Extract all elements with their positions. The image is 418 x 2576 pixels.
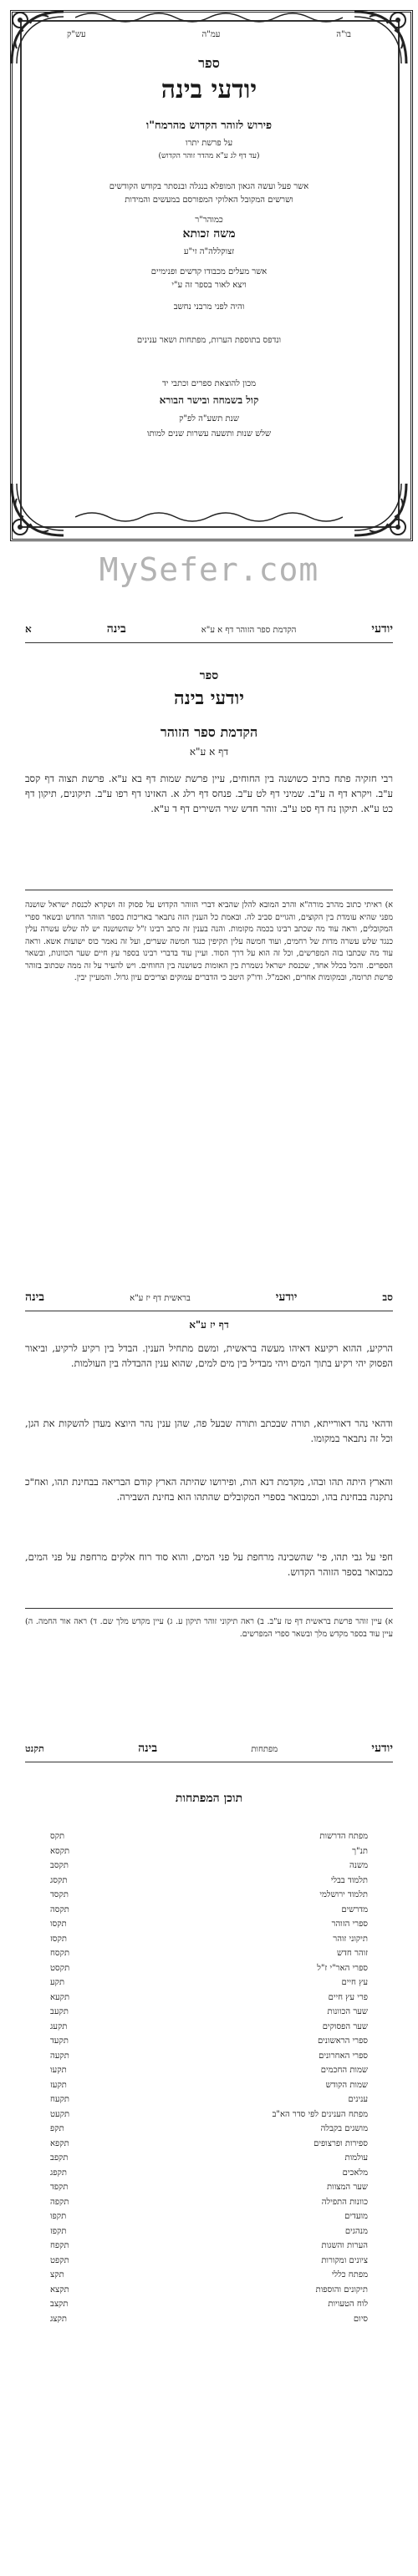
toc-entry[interactable] bbox=[50, 2283, 368, 2298]
toc-entry-page: תקפח bbox=[50, 2241, 69, 2250]
toc-entry-page: תקעח bbox=[50, 2095, 70, 2104]
commentary-page bbox=[0, 1291, 418, 1725]
title-line: שלש שנות ותשעה עשרות שנים למותו bbox=[146, 429, 272, 439]
year-line: שנת תשע"ה לפ"ק bbox=[179, 414, 239, 423]
title-header-strip bbox=[67, 30, 351, 39]
toc-entry-label: מושגים בקבלה bbox=[320, 2124, 368, 2133]
toc-entry-page: תקצג bbox=[50, 2314, 67, 2324]
toc-entry-page: תקפ bbox=[50, 2124, 64, 2133]
toc-entry-label: שמות הקודש bbox=[325, 2080, 368, 2090]
toc-entry-label: ספרי הזוהר bbox=[331, 1919, 368, 1929]
watermark-text: MySefer.com bbox=[99, 551, 319, 588]
divider bbox=[25, 642, 393, 643]
toc-entry-page: תקפו bbox=[50, 2212, 67, 2221]
toc-entry-page: תקצ bbox=[50, 2270, 64, 2279]
toc-entry[interactable] bbox=[50, 2297, 368, 2312]
toc-entry-page: תקעה bbox=[50, 2051, 69, 2061]
author-name: משה זכותא bbox=[182, 227, 236, 241]
title-line: כמוהר"ר bbox=[195, 216, 223, 225]
toc-entry-page: תקעד bbox=[50, 2036, 69, 2046]
toc-entry-label: משנה bbox=[349, 1861, 368, 1870]
toc-entry[interactable] bbox=[50, 1829, 368, 1844]
footnotes: א) עיין זוהר פרשת בראשית דף טז ע"ב. ב) ראה תיקוני זוהר תיקון ע. ג) עיין מקדש מלך שם. ד) ראה אור החמה. ה) עיין עוד בספר מקדש מלך ובשאר ספרי המפרשים. bbox=[25, 1617, 393, 1639]
toc-entry-page: תקפב bbox=[50, 2153, 69, 2163]
running-head bbox=[25, 1291, 393, 1305]
running-head bbox=[25, 1742, 393, 1756]
toc-entry[interactable] bbox=[50, 2063, 368, 2078]
toc-entry-page: תקעז bbox=[50, 2080, 67, 2090]
toc-entry[interactable] bbox=[50, 2020, 368, 2035]
toc-entry-page: תקסט bbox=[50, 1963, 70, 1973]
toc-entry-label: תלמוד ירושלמי bbox=[319, 1890, 368, 1899]
toc-entry-label: תנ"ך bbox=[352, 1846, 368, 1856]
intro-page bbox=[0, 622, 418, 1265]
corner-ornament-icon bbox=[5, 477, 70, 542]
toc-entry[interactable] bbox=[50, 2049, 368, 2064]
toc-entry-label: ספרי האר"י ז"ל bbox=[317, 1963, 368, 1973]
toc-entry-page: תקפט bbox=[50, 2255, 69, 2265]
toc-entry[interactable] bbox=[50, 2209, 368, 2224]
toc-entry[interactable] bbox=[50, 1888, 368, 1903]
toc-entry-label: שער הכוונות bbox=[327, 2007, 368, 2016]
toc-page bbox=[0, 1742, 418, 2560]
toc-entry-label: תיקונים והוספות bbox=[315, 2284, 368, 2295]
book-subtitle: פירוש לזוהר הקדוש מהרמח"ו bbox=[145, 119, 273, 132]
toc-entry[interactable] bbox=[50, 2195, 368, 2210]
toc-entry[interactable] bbox=[50, 2166, 368, 2181]
daf-label: דף א ע"א bbox=[189, 746, 229, 758]
toc-entry-page: תקסח bbox=[50, 1949, 70, 1958]
paragraph: חפי על גבי תהו, פי' שהשכינה מרחפת על פני המים, והוא סוד רוח אלקים מרחפת על פני המים, כמבואר בספר הזוהר הקדוש. bbox=[25, 1551, 393, 1578]
toc-entry[interactable] bbox=[50, 2137, 368, 2152]
title-line: אשר מעלים מכבודו קדשים ופנימיים bbox=[150, 267, 268, 276]
toc-entry[interactable] bbox=[50, 2254, 368, 2269]
toc-entry[interactable] bbox=[50, 2034, 368, 2049]
toc-entry-label: מועדים bbox=[344, 2212, 368, 2221]
running-head-right: יודעי bbox=[275, 1291, 298, 1304]
running-head-left: בינה bbox=[106, 622, 126, 636]
toc-entry-page: תקעא bbox=[50, 1992, 70, 2002]
toc-entry[interactable] bbox=[50, 2122, 368, 2137]
book-title: יודעי בינה bbox=[161, 75, 257, 104]
toc-entry-label: שער הפסוקים bbox=[322, 2021, 368, 2031]
toc-entry-label: מלאכים bbox=[342, 2168, 368, 2178]
book-title: יודעי בינה bbox=[173, 687, 245, 709]
toc-entry-page: תקצב bbox=[50, 2300, 69, 2309]
toc-entry[interactable] bbox=[50, 2151, 368, 2166]
toc-entry-label: עץ חיים bbox=[341, 1978, 368, 1987]
running-head bbox=[25, 622, 393, 636]
header-left-text: עש"ק bbox=[67, 30, 86, 39]
toc-entry-page: תקעט bbox=[50, 2109, 70, 2119]
corner-ornament-icon bbox=[348, 477, 413, 542]
toc-entry[interactable] bbox=[50, 1874, 368, 1889]
toc-entry-label: כוונות התפילה bbox=[321, 2197, 368, 2207]
title-page bbox=[0, 0, 418, 547]
divider bbox=[25, 1608, 393, 1609]
toc-list bbox=[50, 1829, 368, 2326]
running-head-mid: בראשית דף יז ע"א bbox=[130, 1294, 191, 1303]
toc-entry[interactable] bbox=[50, 2224, 368, 2239]
toc-entry[interactable] bbox=[50, 2180, 368, 2195]
toc-entry-label: זוהר חדש bbox=[337, 1949, 368, 1958]
page-letter: א bbox=[25, 623, 32, 635]
book-label: ספר bbox=[198, 55, 220, 71]
toc-entry[interactable] bbox=[50, 1917, 368, 1932]
toc-entry-page: תקעו bbox=[50, 2066, 67, 2075]
toc-entry[interactable] bbox=[50, 1946, 368, 1961]
toc-entry-label: ספרי הראשונים bbox=[317, 2036, 368, 2046]
toc-entry-page: תקסה bbox=[50, 1904, 69, 1914]
toc-entry-page: תקסו bbox=[50, 1919, 67, 1929]
toc-entry[interactable] bbox=[50, 1990, 368, 2006]
toc-entry-page: תקסב bbox=[50, 1861, 69, 1870]
toc-entry-label: סיום bbox=[353, 2314, 368, 2324]
paragraph: הרקיע, ההוא רקיעא דאיהו מעשה בראשית, ומשם מתחיל הענין. הבדל בין רקיע לרקיע, וביאור הפסוק יהי רקיע בתוך המים ויהי מבדיל בין מים למים, שהוא ענין ההבדלה בין העולמות. bbox=[25, 1342, 393, 1369]
toc-entry[interactable] bbox=[50, 1858, 368, 1874]
toc-entry-label: הערות והשגות bbox=[321, 2241, 368, 2250]
running-head-left: בינה bbox=[138, 1742, 158, 1755]
scroll-ornament-icon bbox=[75, 511, 343, 523]
toc-entry-label: מפתח הענינים לפי סדר הא"ב bbox=[272, 2109, 368, 2119]
page-number: תקנט bbox=[25, 1743, 44, 1754]
toc-entry-page: תקפג bbox=[50, 2168, 67, 2178]
toc-entry-label: מפתח כללי bbox=[331, 2270, 368, 2279]
toc-entry-label: מפתח הדרשות bbox=[319, 1832, 368, 1841]
toc-entry-label: ענינים bbox=[348, 2095, 368, 2104]
section-title: הקדמת ספר הזוהר bbox=[160, 724, 258, 740]
toc-entry[interactable] bbox=[50, 2239, 368, 2254]
daf-label: דף יז ע"א bbox=[189, 1319, 229, 1331]
paragraph: והארץ היתה תהו ובהו, מקדמת דנא הות, ופירושו שהיתה הארץ קודם הבריאה בבחינת תהו, ואח"כ נתקנה בבחינת בהו, וכמבואר בספרי המקובלים שהתהו הוא בחינת השבירה. bbox=[25, 1476, 393, 1503]
toc-entry[interactable] bbox=[50, 1975, 368, 1990]
toc-entry[interactable] bbox=[50, 1844, 368, 1859]
portion-line: על פרשת יתרו bbox=[185, 139, 233, 148]
toc-entry-label: שער המצוות bbox=[327, 2183, 368, 2192]
running-head-right: יודעי bbox=[371, 1742, 393, 1755]
toc-entry-page: תקסג bbox=[50, 1875, 68, 1885]
toc-entry-page: תקפד bbox=[50, 2183, 69, 2192]
title-line: ויצא לאור בספר זה ע"י bbox=[171, 281, 247, 290]
toc-entry-label: מדרשים bbox=[341, 1904, 368, 1914]
toc-entry[interactable] bbox=[50, 1932, 368, 1947]
running-head-right: יודעי bbox=[371, 622, 393, 636]
toc-entry[interactable] bbox=[50, 1961, 368, 1976]
running-head-left: בינה bbox=[25, 1291, 45, 1304]
title-line: ונדפס בתוספת הערות, מפתחות ושאר ענינים bbox=[136, 336, 282, 345]
toc-entry[interactable] bbox=[50, 2092, 368, 2107]
publisher-name: קול בשמחה ובישר הבורא bbox=[159, 394, 259, 406]
toc-entry-page: תקעג bbox=[50, 2021, 68, 2031]
toc-entry-label: ציונים ומקורות bbox=[321, 2255, 368, 2265]
toc-entry-label: תלמוד בבלי bbox=[330, 1875, 368, 1885]
toc-entry-page: תקפא bbox=[50, 2138, 69, 2148]
notes-text: א) ראיתי כתוב מהרב מורה"א והרב המובא להלן שהביא דברי הזוהר הקדוש על פסוק זה ושקרא לכנסת ישראל שושנה מפני שהיא עומדת בין הקוצים, והגויים סביב לה. ובאמת כל הענין הזה נתבאר באריכות בספר הזוהר החדש ובשאר ספרי המקובלים, וראה עוד מה שכתב רבינו בכמה מקומות. והנה בענין זה כתב רבינו ז"ל שהשושנה יש לה שלש עשרה עלין כנגד שלש עשרה מדות של רחמים, ועוד חמשה עלין תקיפין כנגד חמשה שערים, ועל זה נאמר כוס ישועות אשא. וראה עוד מה שכתבו בזה המפרשים, וכל זה הוא על דרך הסוד. ועיין עוד בדברי רבינו בספר עץ חיים שער הכוונות, ובשאר הספרים. והכל בכלל אחד, שכנסת ישראל נשמרת בין האומות כשושנה בין החוחים. ויש להעיר על זה ממה שכתוב בזוהר פרשת תרומה, ובמקומות אחרים, ואכמ"ל. ודו"ק היטב כי הדברים עמוקים וצריכים עיון גדול. והמעיין יבין. bbox=[25, 900, 393, 982]
header-mid-text: עמ"ה bbox=[201, 30, 221, 39]
toc-entry-page: תקסז bbox=[50, 1934, 67, 1944]
header-right-text: בו"ה bbox=[336, 30, 351, 39]
title-line: והיה לפני מרבני נחשב bbox=[173, 302, 245, 312]
toc-entry[interactable] bbox=[50, 2078, 368, 2093]
toc-entry-label: עולמות bbox=[344, 2153, 368, 2163]
main-text bbox=[25, 771, 393, 816]
title-line: אשר פעל ועשה הגאון המופלא בנגלה ובנסתר בקודש הקודשים bbox=[109, 182, 309, 191]
toc-entry-label: שמות החכמים bbox=[320, 2066, 368, 2075]
toc-entry-page: תקצא bbox=[50, 2284, 69, 2295]
publisher-line: מכון להוצאת ספרים וכתבי יד bbox=[161, 379, 257, 388]
title-line: זצוקללה"ה זי"ע bbox=[183, 247, 235, 256]
toc-entry[interactable] bbox=[50, 2268, 368, 2283]
running-head-mid: מפתחות bbox=[251, 1745, 278, 1754]
toc-entry-page: תקעב bbox=[50, 2007, 69, 2016]
toc-entry-label: ספירות ופרצופים bbox=[314, 2138, 368, 2148]
toc-entry-page: תקפז bbox=[50, 2226, 67, 2236]
toc-entry-label: תיקוני זוהר bbox=[333, 1934, 368, 1944]
toc-entry-page: תקסד bbox=[50, 1890, 69, 1899]
toc-entry-label: לוח הטעויות bbox=[328, 2300, 368, 2309]
toc-entry-page: תקסא bbox=[50, 1846, 70, 1856]
paragraph: ודהאי נהר דאורייתא, תורה שבכתב ותורה שבעל פה, שהן ענין נהר היוצא מעדן להשקות את הגן, וכל זה נתבאר במקומו. bbox=[25, 1417, 393, 1444]
title-line: ושרשים המקובל האלוקי המפורסם במעשים והמידות bbox=[125, 195, 293, 205]
toc-entry[interactable] bbox=[50, 2107, 368, 2122]
toc-entry-label: פרי עץ חיים bbox=[328, 1992, 368, 2002]
toc-entry-page: תקפה bbox=[50, 2197, 69, 2207]
toc-entry[interactable] bbox=[50, 2005, 368, 2020]
book-label: ספר bbox=[199, 669, 219, 682]
scroll-ornament-icon bbox=[75, 12, 343, 23]
range-line: (עד דף לג ע"א מהדר זוהר הקדוש) bbox=[158, 152, 260, 160]
toc-entry-label: ספרי האחרונים bbox=[319, 2051, 368, 2061]
page-letter: סב bbox=[382, 1291, 393, 1303]
toc-entry-page: תקע bbox=[50, 1978, 65, 1987]
toc-entry[interactable] bbox=[50, 2312, 368, 2327]
toc-entry[interactable] bbox=[50, 1903, 368, 1918]
toc-entry-label: מנהגים bbox=[344, 2226, 368, 2236]
running-head-mid: הקדמת ספר הזוהר דף א ע"א bbox=[201, 626, 297, 635]
main-text-body: רבי חזקיה פתח כתיב כשושנה בין החוחים, עיין פרשת שמות דף בא ע"א. פרשת תצוה דף קסב ע"ב. ויקרא דף ה ע"ב. שמיני דף לט ע"ב. פנחס דף רלג א. האזינו דף רפו ע"ב. תיקונים, תיקון דף כט ע"א. תיקון נח דף סט ע"ב. זוהר חדש שיר השירים דף ד ע"א. bbox=[25, 773, 393, 814]
toc-entry-page: תקס bbox=[50, 1832, 65, 1841]
toc-title: תוכן המפתחות bbox=[175, 1792, 243, 1805]
